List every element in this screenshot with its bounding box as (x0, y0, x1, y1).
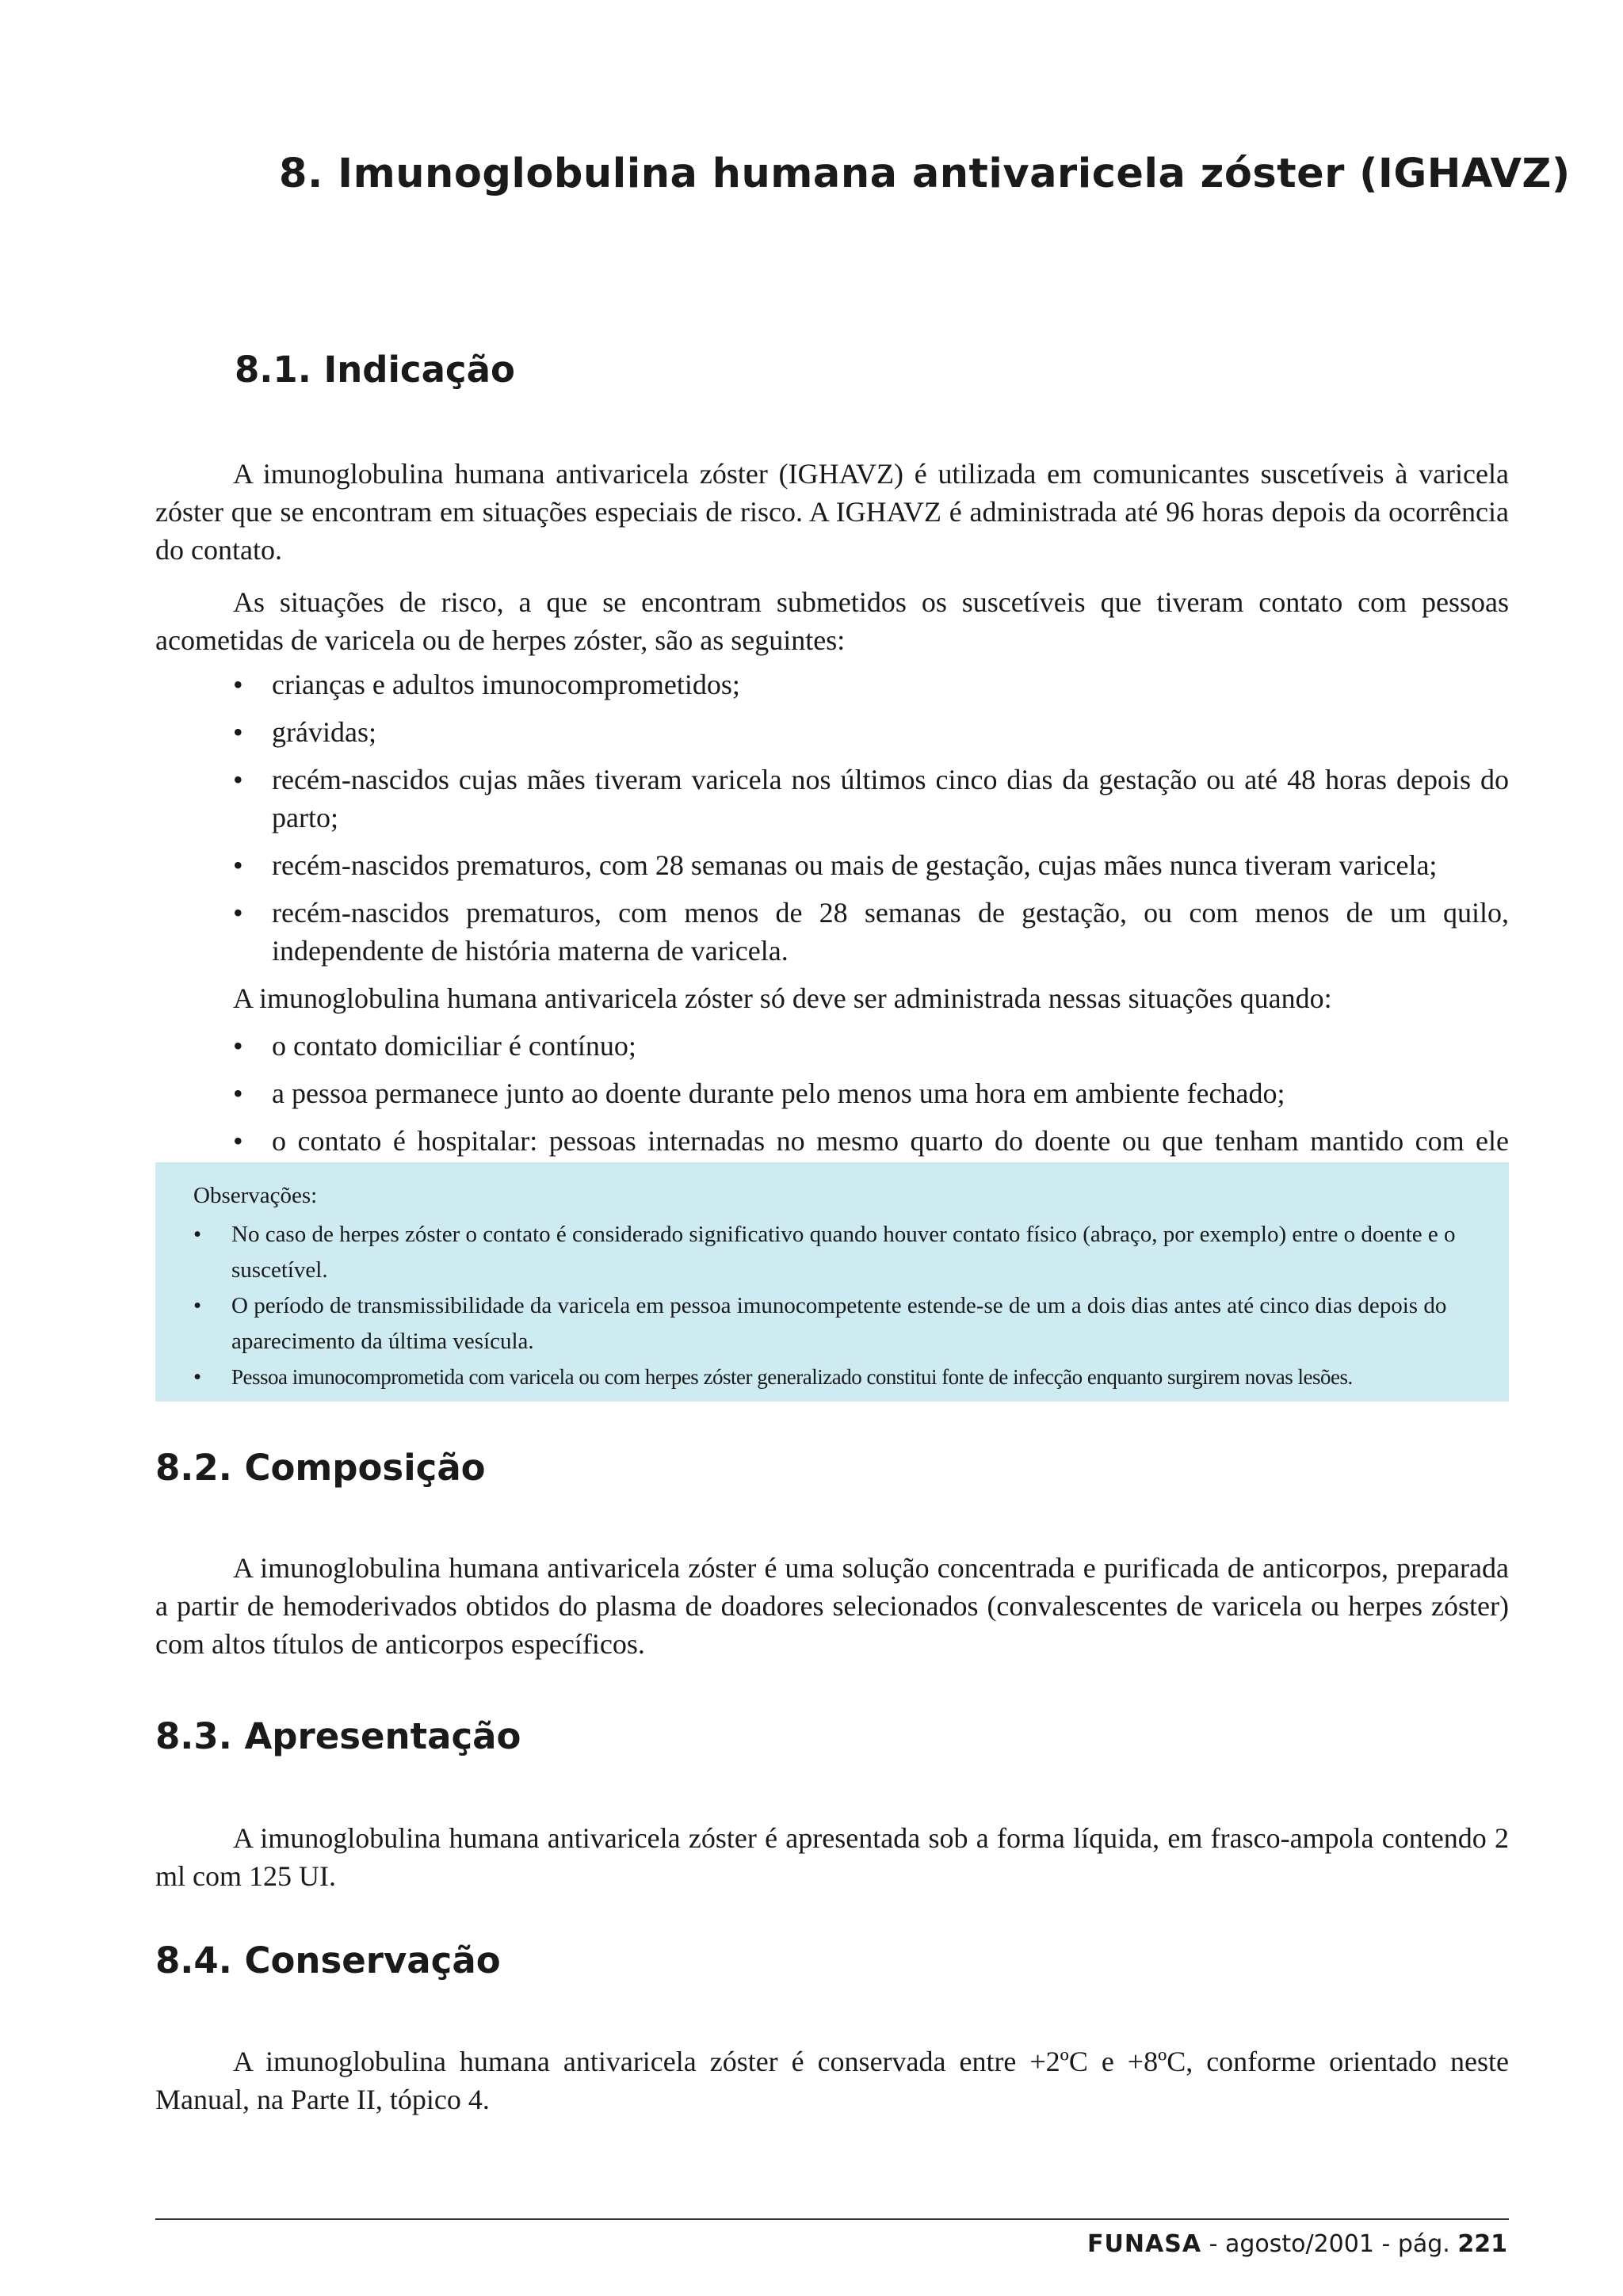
list-item: • o contato domiciliar é contínuo; (155, 1027, 1509, 1065)
section-heading-indicacao: 8.1. Indicação (235, 349, 515, 391)
list-item: • recém-nascidos cujas mães tiveram varicela nos últimos cinco dias da gestação ou até 48 horas depois do parto; (155, 761, 1509, 837)
bullet-icon: • (233, 1030, 243, 1062)
page-title: 8. Imunoglobulina humana antivaricela zóster (IGHAVZ) (279, 151, 1571, 197)
observations-list (193, 1217, 1469, 1395)
paragraph: A imunoglobulina humana antivaricela zóster é apresentada sob a forma líquida, em frasco-ampola contendo 2 ml com 125 UI. (155, 1822, 1509, 1892)
section-heading-conservacao: 8.4. Conservação (155, 1939, 501, 1981)
list-item: • recém-nascidos prematuros, com menos de 28 semanas de gestação, ou com menos de um quilo, independente de história materna de varicela. (155, 894, 1509, 970)
paragraph: A imunoglobulina humana antivaricela zóster é uma solução concentrada e purificada de anticorpos, preparada a partir de hemoderivados obtidos do plasma de doadores selecionados (convalescentes de varicela ou herpes zóster) com altos títulos de anticorpos específicos. (155, 1552, 1509, 1660)
page-footer (1087, 2230, 1507, 2258)
bullet-icon: • (233, 849, 243, 881)
list-item: • Pessoa imunocomprometida com varicela ou com herpes zóster generalizado constitui fonte de infecção enquanto surgirem novas lesões. (193, 1360, 1469, 1395)
section-heading-apresentacao: 8.3. Apresentação (155, 1715, 521, 1757)
footer-brand: FUNASA (1087, 2230, 1202, 2258)
bullet-icon: • (193, 1293, 202, 1318)
risk-situations-list (155, 666, 1509, 970)
observations-box (155, 1162, 1509, 1402)
list-item: • grávidas; (155, 713, 1509, 751)
list-item: • crianças e adultos imunocomprometidos; (155, 666, 1509, 704)
bullet-icon: • (233, 669, 243, 700)
section-apresentacao-body (155, 1819, 1509, 1895)
section-indicacao-body (155, 455, 1509, 1198)
bullet-icon: • (193, 1222, 202, 1247)
bullet-icon: • (233, 897, 243, 929)
list-item: • No caso de herpes zóster o contato é considerado significativo quando houver contato físico (abraço, por exemplo) entre o doente e o suscetível. (193, 1217, 1469, 1288)
observations-title: Observações: (193, 1183, 318, 1208)
paragraph: As situações de risco, a que se encontram submetidos os suscetíveis que tiveram contato com pessoas acometidas de varicela ou de herpes zóster, são as seguintes: (155, 586, 1509, 656)
list-item: • O período de transmissibilidade da varicela em pessoa imunocompetente estende-se de um a dois dias antes até cinco dias depois do aparecimento da última vesícula. (193, 1288, 1469, 1360)
bullet-icon: • (233, 764, 243, 795)
list-item: • a pessoa permanece junto ao doente durante pelo menos uma hora em ambiente fechado; (155, 1074, 1509, 1112)
list-item: • o contato é hospitalar: pessoas internadas no mesmo quarto do doente ou que tenham mantido com ele (155, 1122, 1509, 1198)
list-item: • recém-nascidos prematuros, com 28 semanas ou mais de gestação, cujas mães nunca tiveram varicela; (155, 846, 1509, 884)
bullet-icon: • (233, 1077, 243, 1109)
section-conservacao-body (155, 2042, 1509, 2119)
bullet-icon: • (193, 1364, 202, 1390)
page-number: 221 (1457, 2230, 1507, 2258)
footer-divider (155, 2218, 1509, 2220)
bullet-icon: • (233, 716, 243, 748)
section-composicao-body (155, 1549, 1509, 1663)
section-heading-composicao: 8.2. Composição (155, 1447, 486, 1489)
bullet-icon: • (233, 1125, 243, 1157)
footer-date: - agosto/2001 - pág. (1201, 2230, 1458, 2258)
paragraph: A imunoglobulina humana antivaricela zóster (IGHAVZ) é utilizada em comunicantes suscetíveis à varicela zóster que se encontram em situações especiais de risco. A IGHAVZ é administrada até 96 horas depois da ocorrência do contato. (155, 458, 1509, 566)
paragraph: A imunoglobulina humana antivaricela zóster só deve ser administrada nessas situações quando: (233, 982, 1332, 1014)
paragraph: A imunoglobulina humana antivaricela zóster é conservada entre +2ºC e +8ºC, conforme orientado neste Manual, na Parte II, tópico 4. (155, 2046, 1509, 2115)
